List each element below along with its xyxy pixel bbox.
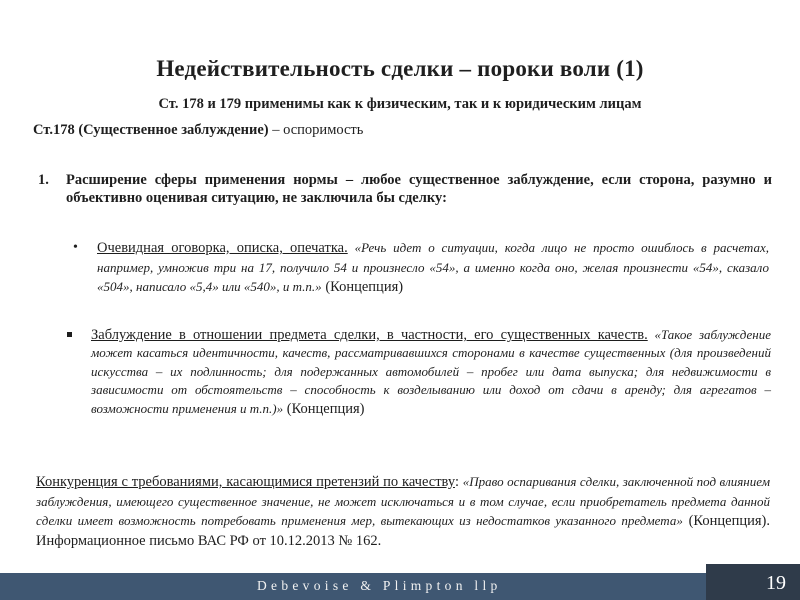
paragraph-competition-source: (Концепция). (682, 513, 770, 529)
bullet-typo-source: (Концепция) (321, 279, 404, 295)
bullet-subject-error-heading: Заблуждение в отношении предмета сделки, в частности, его существенных качеств. (91, 327, 648, 343)
item-text: Расширение сферы применения нормы – любое существенное заблуждение, если сторона, разумно и объективно оценивая ситуацию, не заключила бы сделку: (66, 172, 772, 206)
paragraph-competition (36, 472, 770, 551)
paragraph-competition-heading: Конкуренция с требованиями, касающимися претензий по качеству (36, 474, 455, 490)
bullet-subject-error (67, 326, 771, 418)
page-number-box (706, 564, 800, 600)
slide-subtitle: Ст. 178 и 179 применимы как к физическим, так и к юридическим лицам (158, 96, 642, 112)
numbered-item-1 (38, 171, 772, 207)
bullet-typo (73, 238, 769, 297)
bullet-subject-error-source: (Концепция) (283, 400, 365, 417)
square-bullet-icon (67, 332, 72, 337)
round-bullet-icon: • (73, 240, 78, 255)
bullet-typo-body (97, 238, 769, 297)
footer-bar (0, 573, 800, 600)
paragraph-competition-quote: «Право оспаривания сделки, заключенной под влиянием заблуждения, имеющего существенное значение, не может исключаться и в том случае, если приобретатель предмета данной сделки имеет возможность потребовать применения мер, вытекающих из недостатков указанного предмета» (36, 474, 770, 528)
bullet-typo-quote: «Речь идет о ситуации, когда лицо не просто ошиблось в расчетах, например, умножив три на 17, получило 54 и произнесло «54», а именно когда оно, желая произнести «54», сказало «504», написало «5,4» или «540», и т.п.» (97, 240, 769, 294)
firm-name: Debevoise & Plimpton llp (257, 578, 502, 593)
info-letter-reference: Информационное письмо ВАС РФ от 10.12.2013 № 162. (36, 533, 382, 549)
article-heading-bold: Ст.178 (Существенное заблуждение) (33, 122, 269, 138)
bullet-typo-heading: Очевидная оговорка, описка, опечатка. (97, 240, 348, 256)
paragraph-competition-colon: : (454, 474, 463, 490)
article-heading (33, 122, 363, 139)
page-number: 19 (766, 572, 786, 594)
bullet-subject-error-body (91, 326, 771, 418)
article-heading-rest: – оспоримость (268, 122, 364, 138)
bullet-subject-error-quote: «Такое заблуждение может касаться идентичности, качеств, рассматривавшихся сторонами в качестве существенных (для произведений искусства – их подлинность; для подержанных автомобилей – пробег или дата выпуска; для недвижимости в зависимости от обстоятельств – способность к возделыванию или доход от сдачи в аренду; для агрегатов – возможности применения и т.п.)» (91, 327, 771, 416)
item-number: 1. (38, 172, 49, 188)
slide-title: Недействительность сделки – пороки воли (1) (156, 56, 644, 81)
